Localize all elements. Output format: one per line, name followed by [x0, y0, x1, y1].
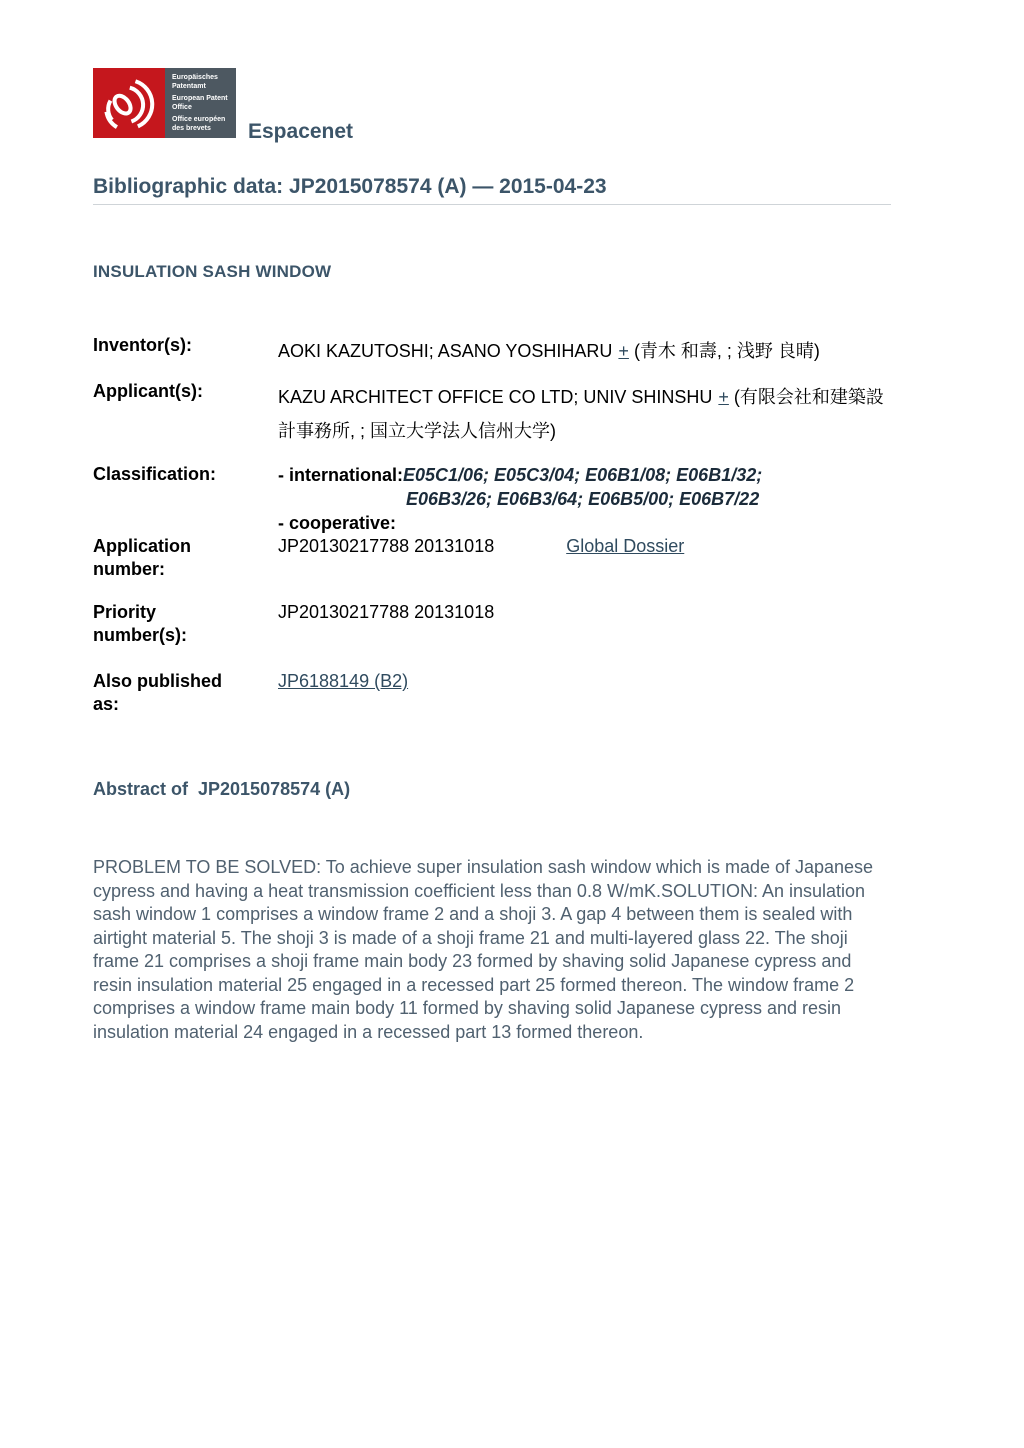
- inventors-value: [278, 334, 896, 368]
- classification-codes-line1: E05C1/06; E05C3/04; E06B1/08; E06B1/32;: [403, 465, 763, 485]
- epo-swirl-icon: [100, 74, 158, 132]
- classification-cooperative-label: - cooperative:: [278, 513, 397, 533]
- global-dossier-link[interactable]: Global Dossier: [566, 536, 685, 556]
- epo-name-french: Office européen des brevets: [172, 116, 226, 132]
- classification-international: [278, 463, 896, 511]
- inventors-label: Inventor(s):: [93, 335, 192, 355]
- application-number: JP20130217788 20131018: [278, 536, 495, 556]
- applicants-value: [278, 380, 896, 448]
- epo-name-english: European Patent Office: [172, 95, 228, 111]
- application-number-label: Application number:: [93, 536, 191, 579]
- also-published-patent-link[interactable]: JP6188149 (B2): [278, 671, 409, 691]
- applicants-names: KAZU ARCHITECT OFFICE CO LTD; UNIV SHINSHU: [278, 387, 713, 407]
- priority-number: JP20130217788 20131018: [278, 602, 495, 622]
- application-number-row: [93, 535, 924, 581]
- abstract-text: PROBLEM TO BE SOLVED: To achieve super insulation sash window which is made of Japanese cypress and having a heat transmission coefficient less than 0.8 W/mK.SOLUTION: An insulation sash window 1 comprises a window frame 2 and a shoji 3. A gap 4 between them is sealed with airtight material 5. The shoji 3 is made of a shoji frame 21 and multi-layered glass 22. The shoji frame 21 comprises a shoji frame main body 23 formed by shaving solid Japanese cypress and resin insulation material 25 engaged in a recessed part 25 formed thereon. The window frame 2 comprises a window frame main body 11 formed by shaving solid Japanese cypress and resin insulation material 24 engaged in a recessed part 13 formed thereon.: [93, 857, 874, 1042]
- priority-numbers-label: Priority number(s):: [93, 602, 187, 645]
- bibliographic-table: [93, 334, 924, 716]
- priority-numbers-row: [93, 601, 924, 647]
- page-title: Bibliographic data: JP2015078574 (A) — 2015-04-23: [93, 175, 607, 198]
- also-published-as-label: Also published as:: [93, 671, 223, 714]
- espacenet-brand[interactable]: Espacenet: [248, 120, 354, 143]
- epo-logo-mark: [93, 68, 165, 138]
- inventors-row: [93, 334, 924, 368]
- classification-value: [278, 463, 896, 535]
- also-published-as-row: [93, 670, 924, 716]
- classification-international-label: - international:: [278, 465, 403, 485]
- inventors-expand-link[interactable]: +: [618, 341, 629, 361]
- abstract-heading: Abstract of JP2015078574 (A): [93, 779, 351, 799]
- applicants-expand-link[interactable]: +: [718, 387, 729, 407]
- epo-logo-wordmark: [165, 68, 236, 138]
- epo-logo[interactable]: [93, 68, 236, 138]
- applicants-label: Applicant(s):: [93, 381, 203, 401]
- applicants-row: [93, 380, 924, 448]
- epo-name-german: Europäisches Patentamt: [172, 74, 218, 90]
- classification-row: [93, 463, 924, 535]
- title-divider: [93, 204, 891, 205]
- inventors-names: AOKI KAZUTOSHI; ASANO YOSHIHARU: [278, 341, 613, 361]
- classification-label: Classification:: [93, 464, 217, 484]
- applicants-original-names: (有限会社和建築設計事務所, ; 国立大学法人信州大学): [278, 387, 884, 441]
- also-published-as-value: [278, 670, 896, 716]
- invention-title: INSULATION SASH WINDOW: [93, 262, 332, 281]
- classification-codes-line2: E06B3/26; E06B3/64; E06B5/00; E06B7/22: [405, 489, 760, 509]
- application-number-value: [278, 535, 896, 581]
- inventors-original-names: (青木 和壽, ; 浅野 良晴): [633, 341, 820, 361]
- page-header: [93, 68, 924, 143]
- classification-international-codes: [403, 463, 762, 511]
